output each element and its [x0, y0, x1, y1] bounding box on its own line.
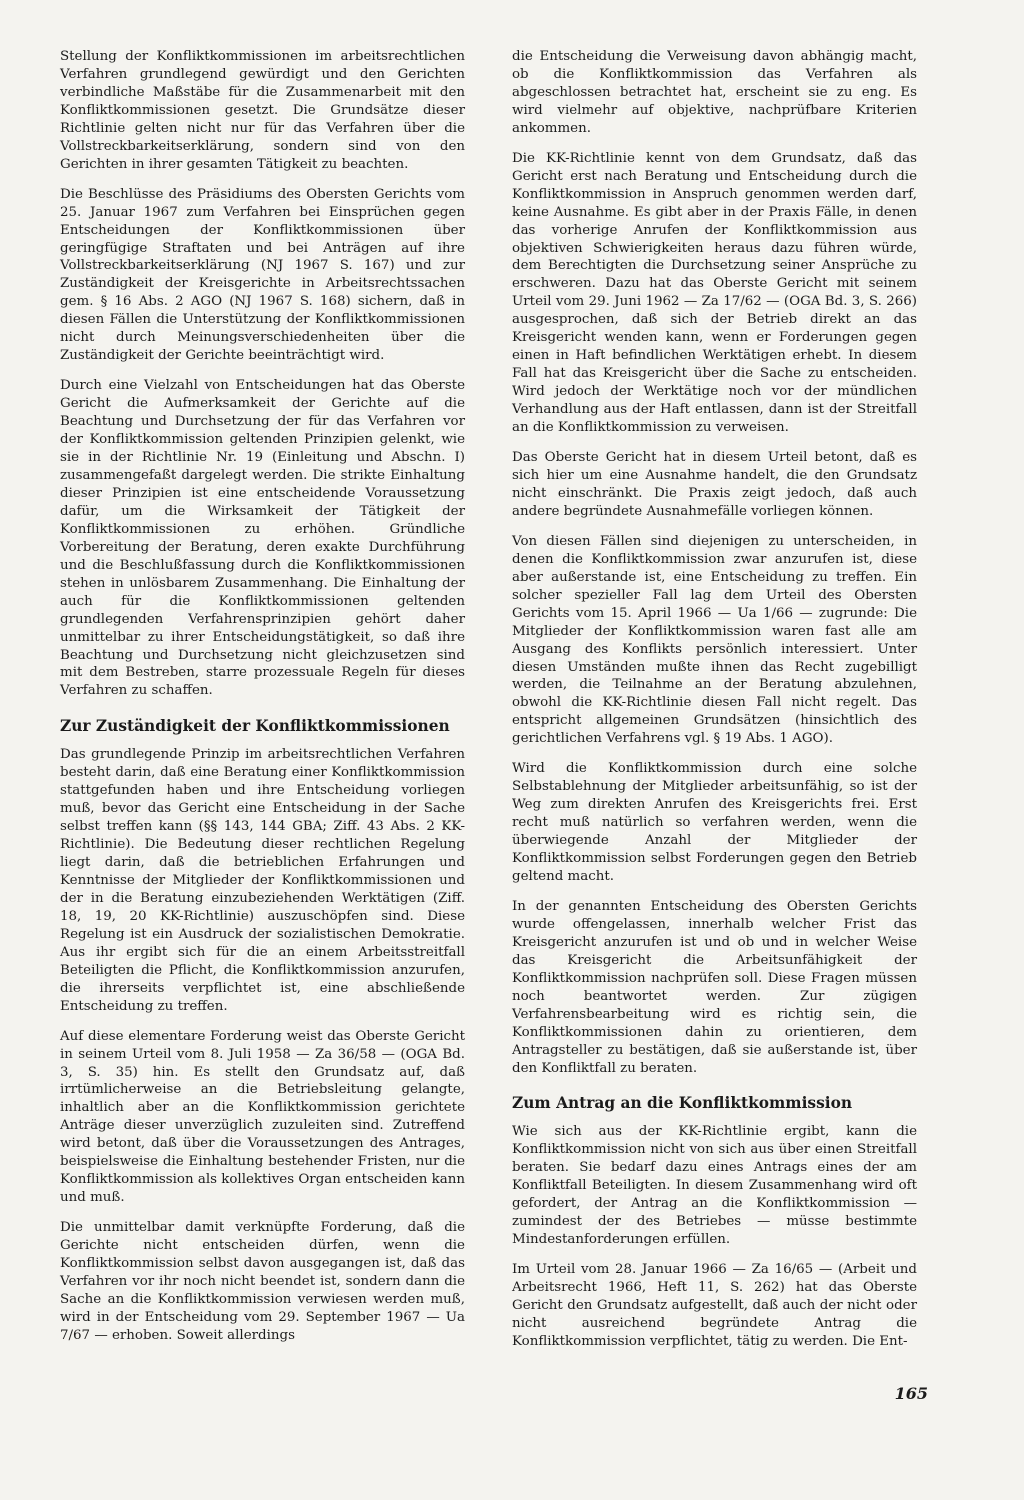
paragraph: Von diesen Fällen sind diejenigen zu unterscheiden, in denen die Konfliktkommission zwar anzurufen ist, diese aber außerstande ist, eine Entscheidung zu treffen. Ein solcher spezieller Fall lag dem Urteil des Obersten Gerichts vom 15. April 1966 — Ua 1/66 — zugrunde: Die Mitglieder der Konfliktkommission waren fast alle am Ausgang des Konflikts persönlich interessiert. Unter diesen Umständen mußte ihnen das Recht zugebilligt werden, die Teilnahme an der Beratung abzulehnen, obwohl die KK-Richtlinie diesen Fall nicht regelt. Das entspricht allgemeinen Grundsätzen (hinsichtlich des gerichtlichen Verfahrens vgl. § 19 Abs. 1 AGO).	[512, 533, 917, 747]
paragraph: Wie sich aus der KK-Richtlinie ergibt, kann die Konfliktkommission nicht von sich aus über einen Streitfall beraten. Sie bedarf dazu eines Antrags eines der am Konfliktfall Beteiligten. In diesem Zusammenhang wird oft gefordert, der Antrag an die Konfliktkommission — zumindest der des Betriebes — müsse bestimmte Mindestanforderungen erfüllen.	[512, 1124, 917, 1248]
paragraph: die Entscheidung die Verweisung davon abhängig macht, ob die Konfliktkommission das Verfahren als abgeschlossen betrachtet hat, erscheint sie zu eng. Es wird vielmehr auf objektive, nachprüfbare Kriterien ankommen.	[512, 49, 917, 136]
paragraph: Durch eine Vielzahl von Entscheidungen hat das Oberste Gericht die Aufmerksamkeit der Gerichte auf die Beachtung und Durchsetzung der für das Verfahren vor der Konfliktkommission geltenden Prinzipien gelenkt, wie sie in der Richtlinie Nr. 19 (Einleitung und Abschn. I) zusammengefaßt dargelegt werden. Die strikte Einhaltung dieser Prinzipien ist eine entscheidende Voraussetzung dafür, um die Wirksamkeit der Tätigkeit der Konfliktkommissionen zu erhöhen. Gründliche Vorbereitung der Beratung, deren exakte Durchführung und die Beschlußfassung durch die Konfliktkommissionen stehen in unlösbarem Zusammenhang. Die Einhaltung der auch für die Konfliktkommissionen geltenden grundlegenden Verfahrensprinzipien gehört daher unmittelbar zu ihrer Entscheidungstätigkeit, so daß ihre Beachtung und Durchsetzung nicht gleichzusetzen sind mit dem Bestreben, starre prozessuale Regeln für dieses Verfahren zu schaffen.	[60, 378, 465, 699]
paragraph: Wird die Konfliktkommission durch eine solche Selbstablehnung der Mitglieder arbeitsunfähig, so ist der Weg zum direkten Anrufen des Kreisgerichts frei. Erst recht muß natürlich so verfahren werden, wenn die überwiegende Anzahl der Mitglieder der Konfliktkommission selbst Forderungen gegen den Betrieb geltend macht.	[512, 761, 917, 884]
paragraph: Das Oberste Gericht hat in diesem Urteil betont, daß es sich hier um eine Ausnahme handelt, die den Grundsatz nicht einschränkt. Die Praxis zeigt jedoch, daß auch andere begründete Ausnahmefälle vorliegen können.	[512, 450, 917, 519]
paragraph: In der genannten Entscheidung des Obersten Gerichts wurde offengelassen, innerhalb welcher Frist das Kreisgericht anzurufen ist und ob und in welcher Weise das Kreisgericht die Arbeitsunfähigkeit der Konfliktkommission nachprüfen soll. Diese Fragen müssen noch beantwortet werden. Zur zügigen Verfahrensbearbeitung wird es richtig sein, die Konfliktkommissionen dahin zu orientieren, dem Antragsteller zu bestätigen, daß sie außerstande ist, über den Konfliktfall zu beraten.	[512, 898, 917, 1076]
paragraph: Im Urteil vom 28. Januar 1966 — Za 16/65 — (Arbeit und Arbeitsrecht 1966, Heft 11, S. 262) hat das Oberste Gericht den Grundsatz aufgestellt, daß auch der nicht oder nicht ausreichend begründete Antrag die Konfliktkommission verpflichtet, tätig zu werden. Die Ent-	[512, 1262, 917, 1349]
left-column	[60, 48, 465, 1357]
right-column	[512, 48, 917, 1363]
paragraph: Auf diese elementare Forderung weist das Oberste Gericht in seinem Urteil vom 8. Juli 1958 — Za 36/58 — (OGA Bd. 3, S. 35) hin. Es stellt den Grundsatz auf, daß irrtümlicherweise an die Betriebsleitung gelangte, inhaltlich aber an die Konfliktkommission gerichtete Anträge dieser unverzüglich zuzuleiten sind. Zutreffend wird betont, daß über die Voraussetzungen des Antrages, beispielsweise die Einhaltung bestehender Fristen, nur die Konfliktkommission als kollektives Organ entscheiden kann und muß.	[60, 1028, 465, 1206]
page-number: 165	[894, 1384, 928, 1403]
section-heading: Zum Antrag an die Konfliktkommission	[512, 1094, 853, 1113]
paragraph: Das grundlegende Prinzip im arbeitsrechtlichen Verfahren besteht darin, daß eine Beratung einer Konfliktkommission stattgefunden haben und ihre Entscheidung vorliegen muß, bevor das Gericht eine Entscheidung in der Sache selbst treffen kann (§§ 143, 144 GBA; Ziff. 43 Abs. 2 KK-Richtlinie). Die Bedeutung dieser rechtlichen Regelung liegt darin, daß die betrieblichen Erfahrungen und Kenntnisse der Mitglieder der Konfliktkommissionen und der in die Beratung einzubeziehenden Werktätigen (Ziff. 18, 19, 20 KK-Richtlinie) auszuschöpfen sind. Diese Regelung ist ein Ausdruck der sozialistischen Demokratie. Aus ihr ergibt sich für die an einem Arbeitsstreitfall Beteiligten die Pflicht, die Konfliktkommission anzurufen, die ihrerseits verpflichtet ist, eine abschließende Entscheidung zu treffen.	[60, 747, 465, 1014]
paragraph: Die Beschlüsse des Präsidiums des Obersten Gerichts vom 25. Januar 1967 zum Verfahren bei Einsprüchen gegen Entscheidungen der Konfliktkommissionen über geringfügige Straftaten und bei Anträgen auf ihre Vollstreckbarkeitserklärung (NJ 1967 S. 167) und zur Zuständigkeit der Kreisgerichte in Arbeitsrechtssachen gem. § 16 Abs. 2 AGO (NJ 1967 S. 168) sichern, daß in diesen Fällen die Unterstützung der Konfliktkommissionen nicht durch Meinungsverschiedenheiten über die Zuständigkeit der Gerichte beeinträchtigt wird.	[60, 186, 465, 364]
paragraph: Stellung der Konfliktkommissionen im arbeitsrechtlichen Verfahren grundlegend gewürdigt und den Gerichten verbindliche Maßstäbe für die Zusammenarbeit mit den Konfliktkommissionen gesetzt. Die Grundsätze dieser Richtlinie gelten nicht nur für das Verfahren über die Vollstreckbarkeitserklärung, sondern sind von den Gerichten in ihrer gesamten Tätigkeit zu beachten.	[60, 49, 465, 172]
section-heading: Zur Zuständigkeit der Konfliktkommissionen	[60, 717, 450, 736]
paragraph: Die unmittelbar damit verknüpfte Forderung, daß die Gerichte nicht entscheiden dürfen, wenn die Konfliktkommission selbst davon ausgegangen ist, daß das Verfahren vor ihr noch nicht beendet ist, sondern dann die Sache an die Konfliktkommission verwiesen werden muß, wird in der Entscheidung vom 29. September 1967 — Ua 7/67 — erhoben. Soweit allerdings	[60, 1220, 465, 1343]
paragraph: Die KK-Richtlinie kennt von dem Grundsatz, daß das Gericht erst nach Beratung und Entscheidung durch die Konfliktkommission in Anspruch genommen werden darf, keine Ausnahme. Es gibt aber in der Praxis Fälle, in denen das vorherige Anrufen der Konfliktkommission aus objektiven Schwierigkeiten heraus dazu führen würde, dem Berechtigten die Durchsetzung seiner Ansprüche zu erschweren. Dazu hat das Oberste Gericht mit seinem Urteil vom 29. Juni 1962 — Za 17/62 — (OGA Bd. 3, S. 266) ausgesprochen, daß sich der Betrieb direkt an das Kreisgericht wenden kann, wenn er Forderungen gegen einen in Haft befindlichen Werktätigen erhebt. In diesem Fall hat das Kreisgericht über die Sache zu entscheiden. Wird jedoch der Werktätige noch vor der mündlichen Verhandlung aus der Haft entlassen, dann ist der Streitfall an die Konfliktkommission zu verweisen.	[512, 150, 917, 436]
